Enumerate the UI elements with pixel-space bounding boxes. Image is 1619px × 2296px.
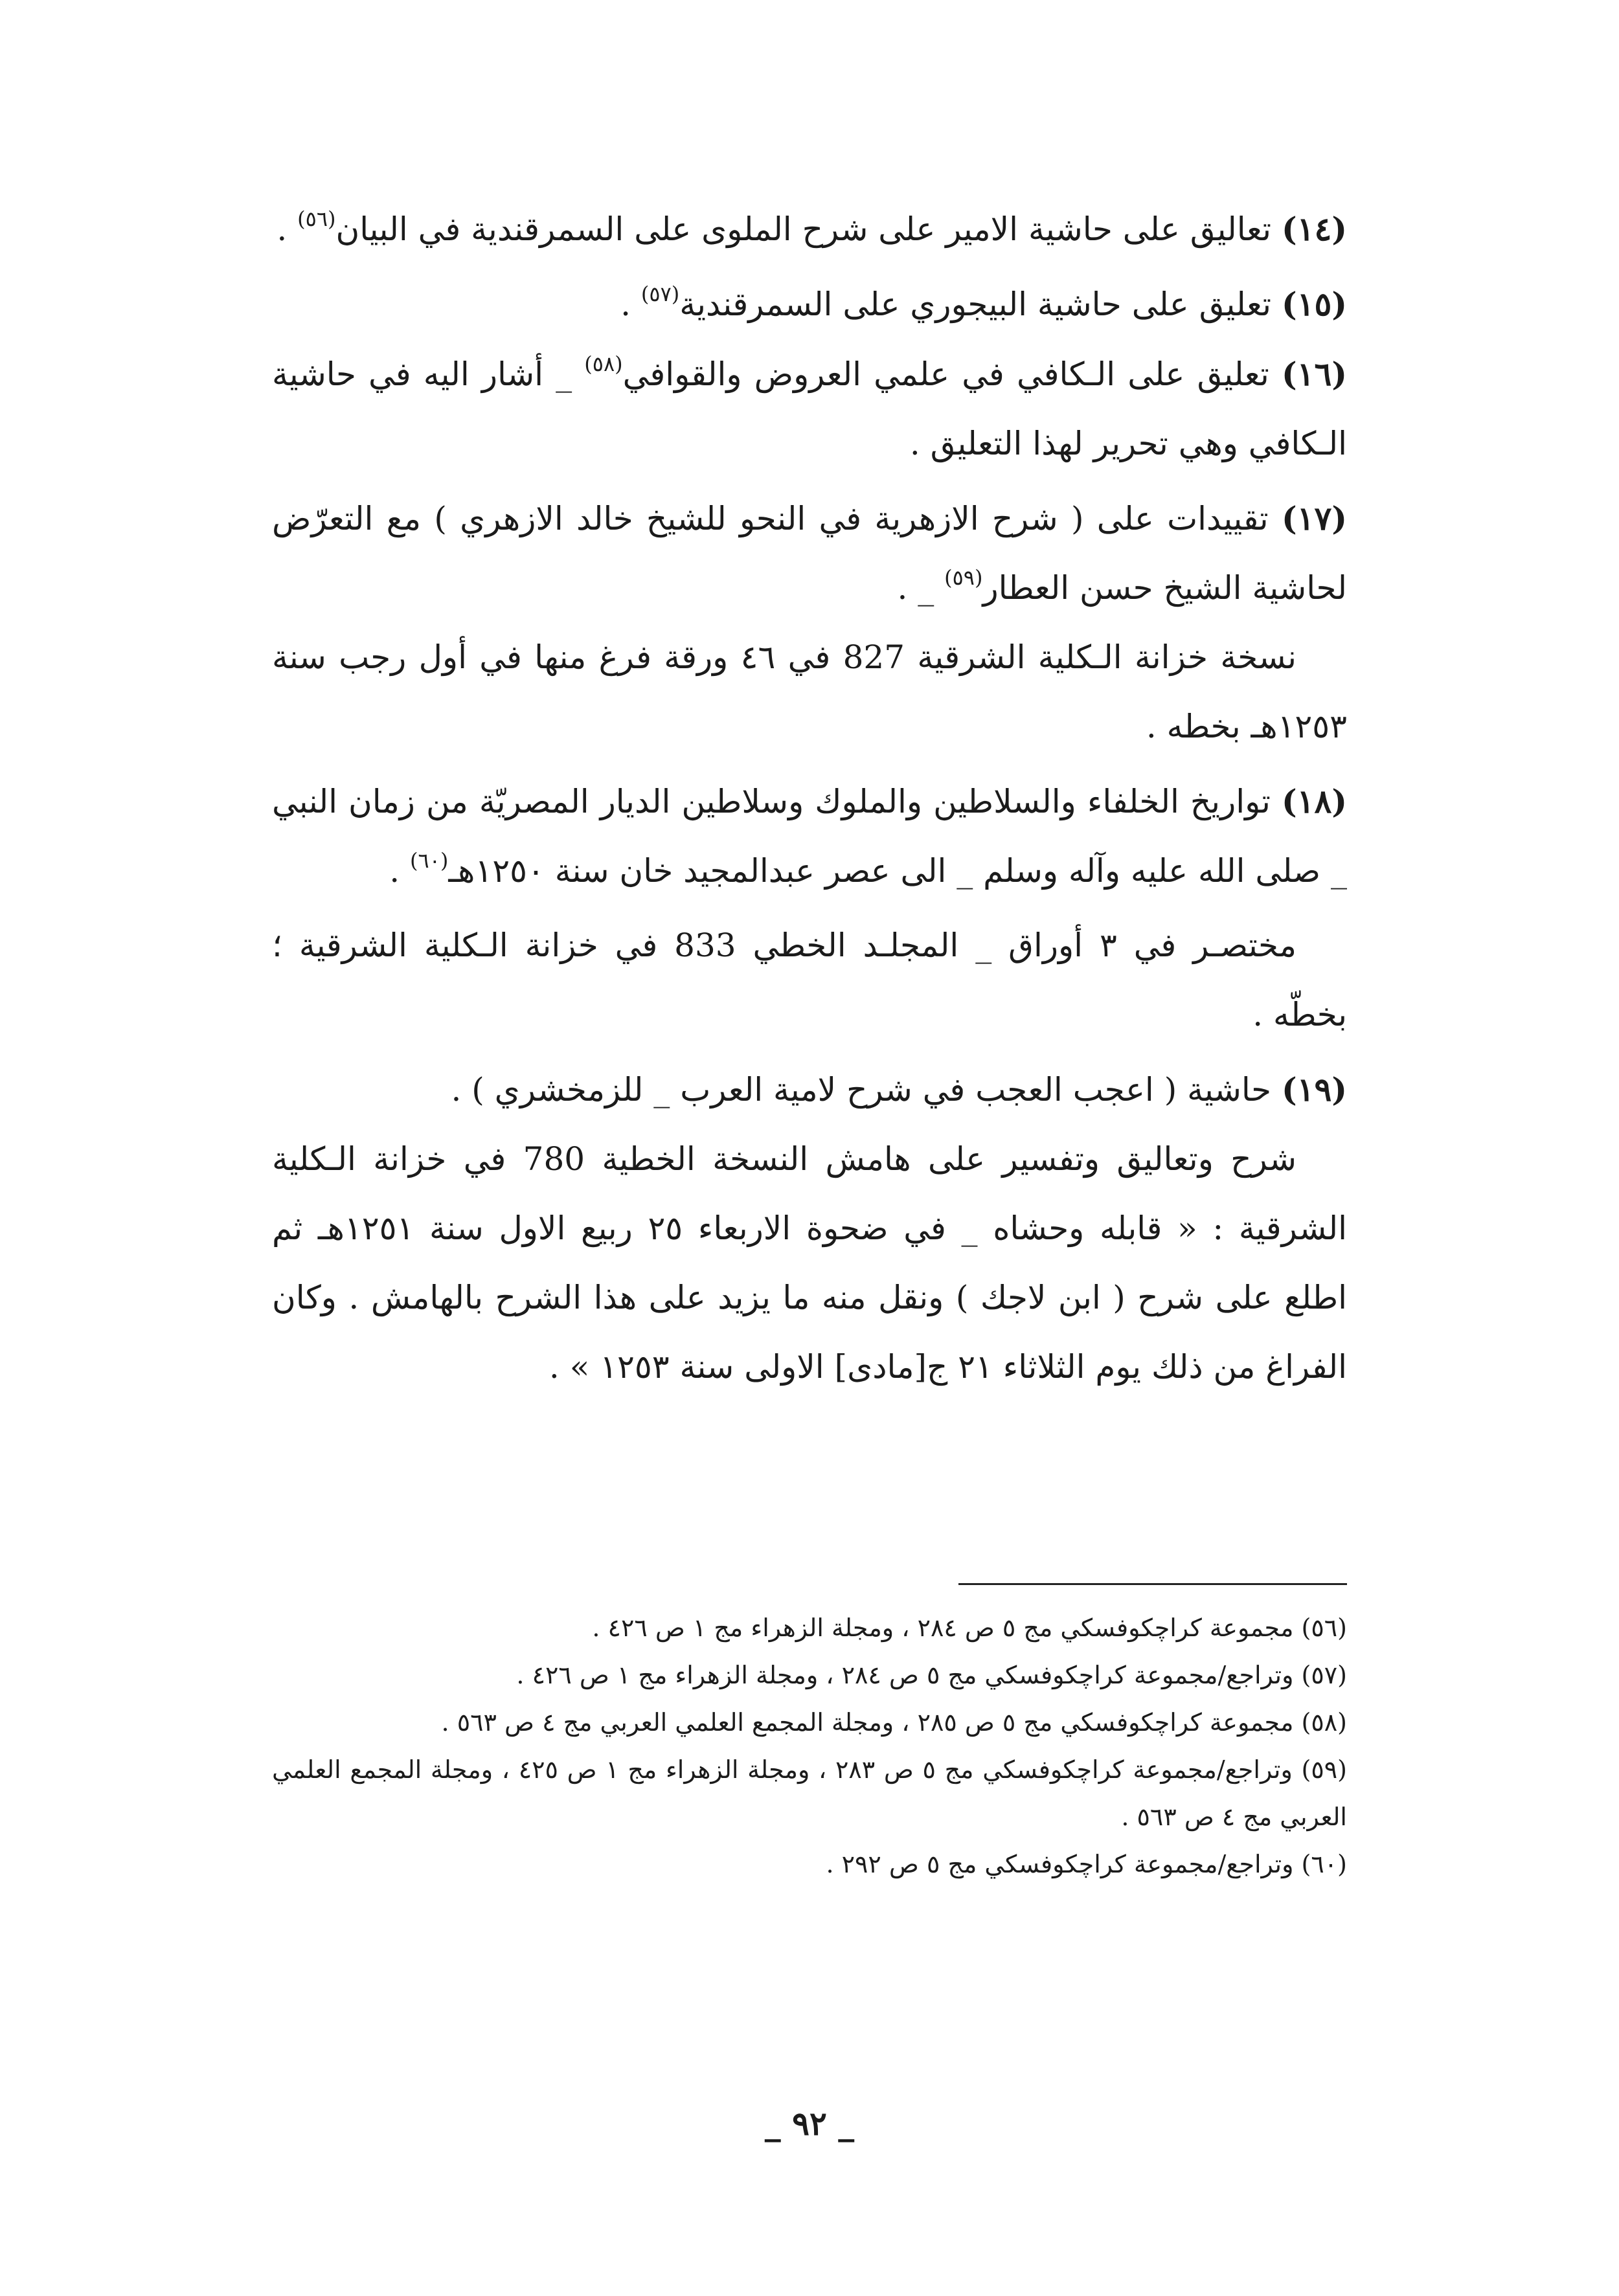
footnote-58: (٥٨) مجموعة كراچكوفسكي مج ٥ ص ٢٨٥ ، ومجلة المجمع العلمي العربي مج ٤ ص ٥٦٣ .	[441, 1708, 1347, 1737]
entry-text: تعليق على الـكافي في علمي العروض والقوافي	[622, 355, 1282, 393]
entry-number: (١٦)	[1281, 355, 1347, 393]
note-text: شرح وتعاليق وتفسير على هامش النسخة الخطية 780 في خزانة الـكلية الشرقية : « قابله وحشاه _ في ضحوة الاربعاء ٢٥ ربيع الاول سنة ١٢٥١هـ ثم اطلع على شرح ( ابن لاجك ) ونقل منه ما يزيد على هذا الشرح بالهامش . وكان الفراغ من ذلك يوم الثلاثاء ٢١ ج[مادى] الاولى سنة ١٢٥٣ » .	[272, 1140, 1347, 1386]
entry-number: (١٩)	[1281, 1070, 1347, 1109]
footnotes	[272, 1604, 1347, 1888]
note-text: نسخة خزانة الـكلية الشرقية 827 في ٤٦ ورقة فرغ منها في أول رجب سنة ١٢٥٣هـ بخطه .	[272, 638, 1347, 745]
entry-number: (١٤)	[1281, 210, 1347, 248]
footnote-59: (٥٩) وتراجع/مجموعة كراچكوفسكي مج ٥ ص ٢٨٣ ، ومجلة الزهراء مج ١ ص ٤٢٥ ، ومجلة المجمع العلمي العربي مج ٤ ص ٥٦٣ .	[272, 1755, 1347, 1831]
footnote-56: (٥٦) مجموعة كراچكوفسكي مج ٥ ص ٢٨٤ ، ومجلة الزهراء مج ١ ص ٤٢٦ .	[592, 1614, 1347, 1642]
entry-text: حاشية ( اعجب العجب في شرح لامية العرب _ للزمخشري ) .	[451, 1071, 1282, 1109]
manuscript-note-17	[272, 623, 1347, 761]
entry-text: تقييدات على ( شرح الازهرية في النحو للشيخ خالد الازهري ) مع التعرّض لحاشية الشيخ حسن العطار	[272, 500, 1347, 607]
footnote-ref[interactable]: (٦٠)	[410, 848, 449, 873]
entry-18	[272, 767, 1347, 906]
entry-number: (١٨)	[1281, 782, 1347, 820]
entry-17	[272, 484, 1347, 623]
entry-tail: .	[620, 286, 641, 323]
entry-tail: _ .	[897, 569, 945, 607]
footnote-ref[interactable]: (٥٨)	[584, 352, 623, 376]
entry-tail: .	[277, 210, 298, 248]
footnote-60: (٦٠) وتراجع/مجموعة كراچكوفسكي مج ٥ ص ٢٩٢ .	[826, 1850, 1347, 1878]
footnote-divider	[958, 1583, 1347, 1585]
manuscript-note-19	[272, 1125, 1347, 1402]
note-text: مختصـر في ٣ أوراق _ المجلـد الخطي 833 في خزانة الـكلية الشرقية ؛ بخطّه .	[272, 927, 1347, 1033]
footnote-ref[interactable]: (٥٩)	[944, 565, 983, 590]
manuscript-note-18	[272, 911, 1347, 1050]
footnote-57: (٥٧) وتراجع/مجموعة كراچكوفسكي مج ٥ ص ٢٨٤ ، ومجلة الزهراء مج ١ ص ٤٢٦ .	[516, 1661, 1347, 1689]
page-number: _ ٩٢ _	[764, 2104, 855, 2143]
main-text	[272, 194, 1347, 1402]
entry-number: (١٧)	[1281, 499, 1348, 537]
footnote-ref[interactable]: (٥٦)	[297, 207, 336, 231]
entry-number: (١٥)	[1281, 285, 1347, 323]
entry-14	[272, 194, 1347, 264]
entry-16	[272, 339, 1347, 478]
entry-tail: .	[389, 852, 411, 890]
entry-15	[272, 269, 1347, 339]
footnote-ref[interactable]: (٥٧)	[640, 282, 680, 306]
entry-text: تعليق على حاشية البيجوري على السمرقندية	[679, 286, 1282, 323]
entry-tail: _ أشار اليه في حاشية الـكافي وهي تحرير لهذا التعليق .	[272, 355, 1347, 462]
entry-text: تعاليق على حاشية الامير على شرح الملوى على السمرقندية في البيان	[335, 210, 1282, 248]
entry-text: تواريخ الخلفاء والسلاطين والملوك وسلاطين الديار المصريّة من زمان النبي _ صلى الله عليه وآله وسلم _ الى عصر عبدالمجيد خان سنة ١٢٥٠هـ	[272, 783, 1347, 890]
entry-19	[272, 1055, 1347, 1125]
